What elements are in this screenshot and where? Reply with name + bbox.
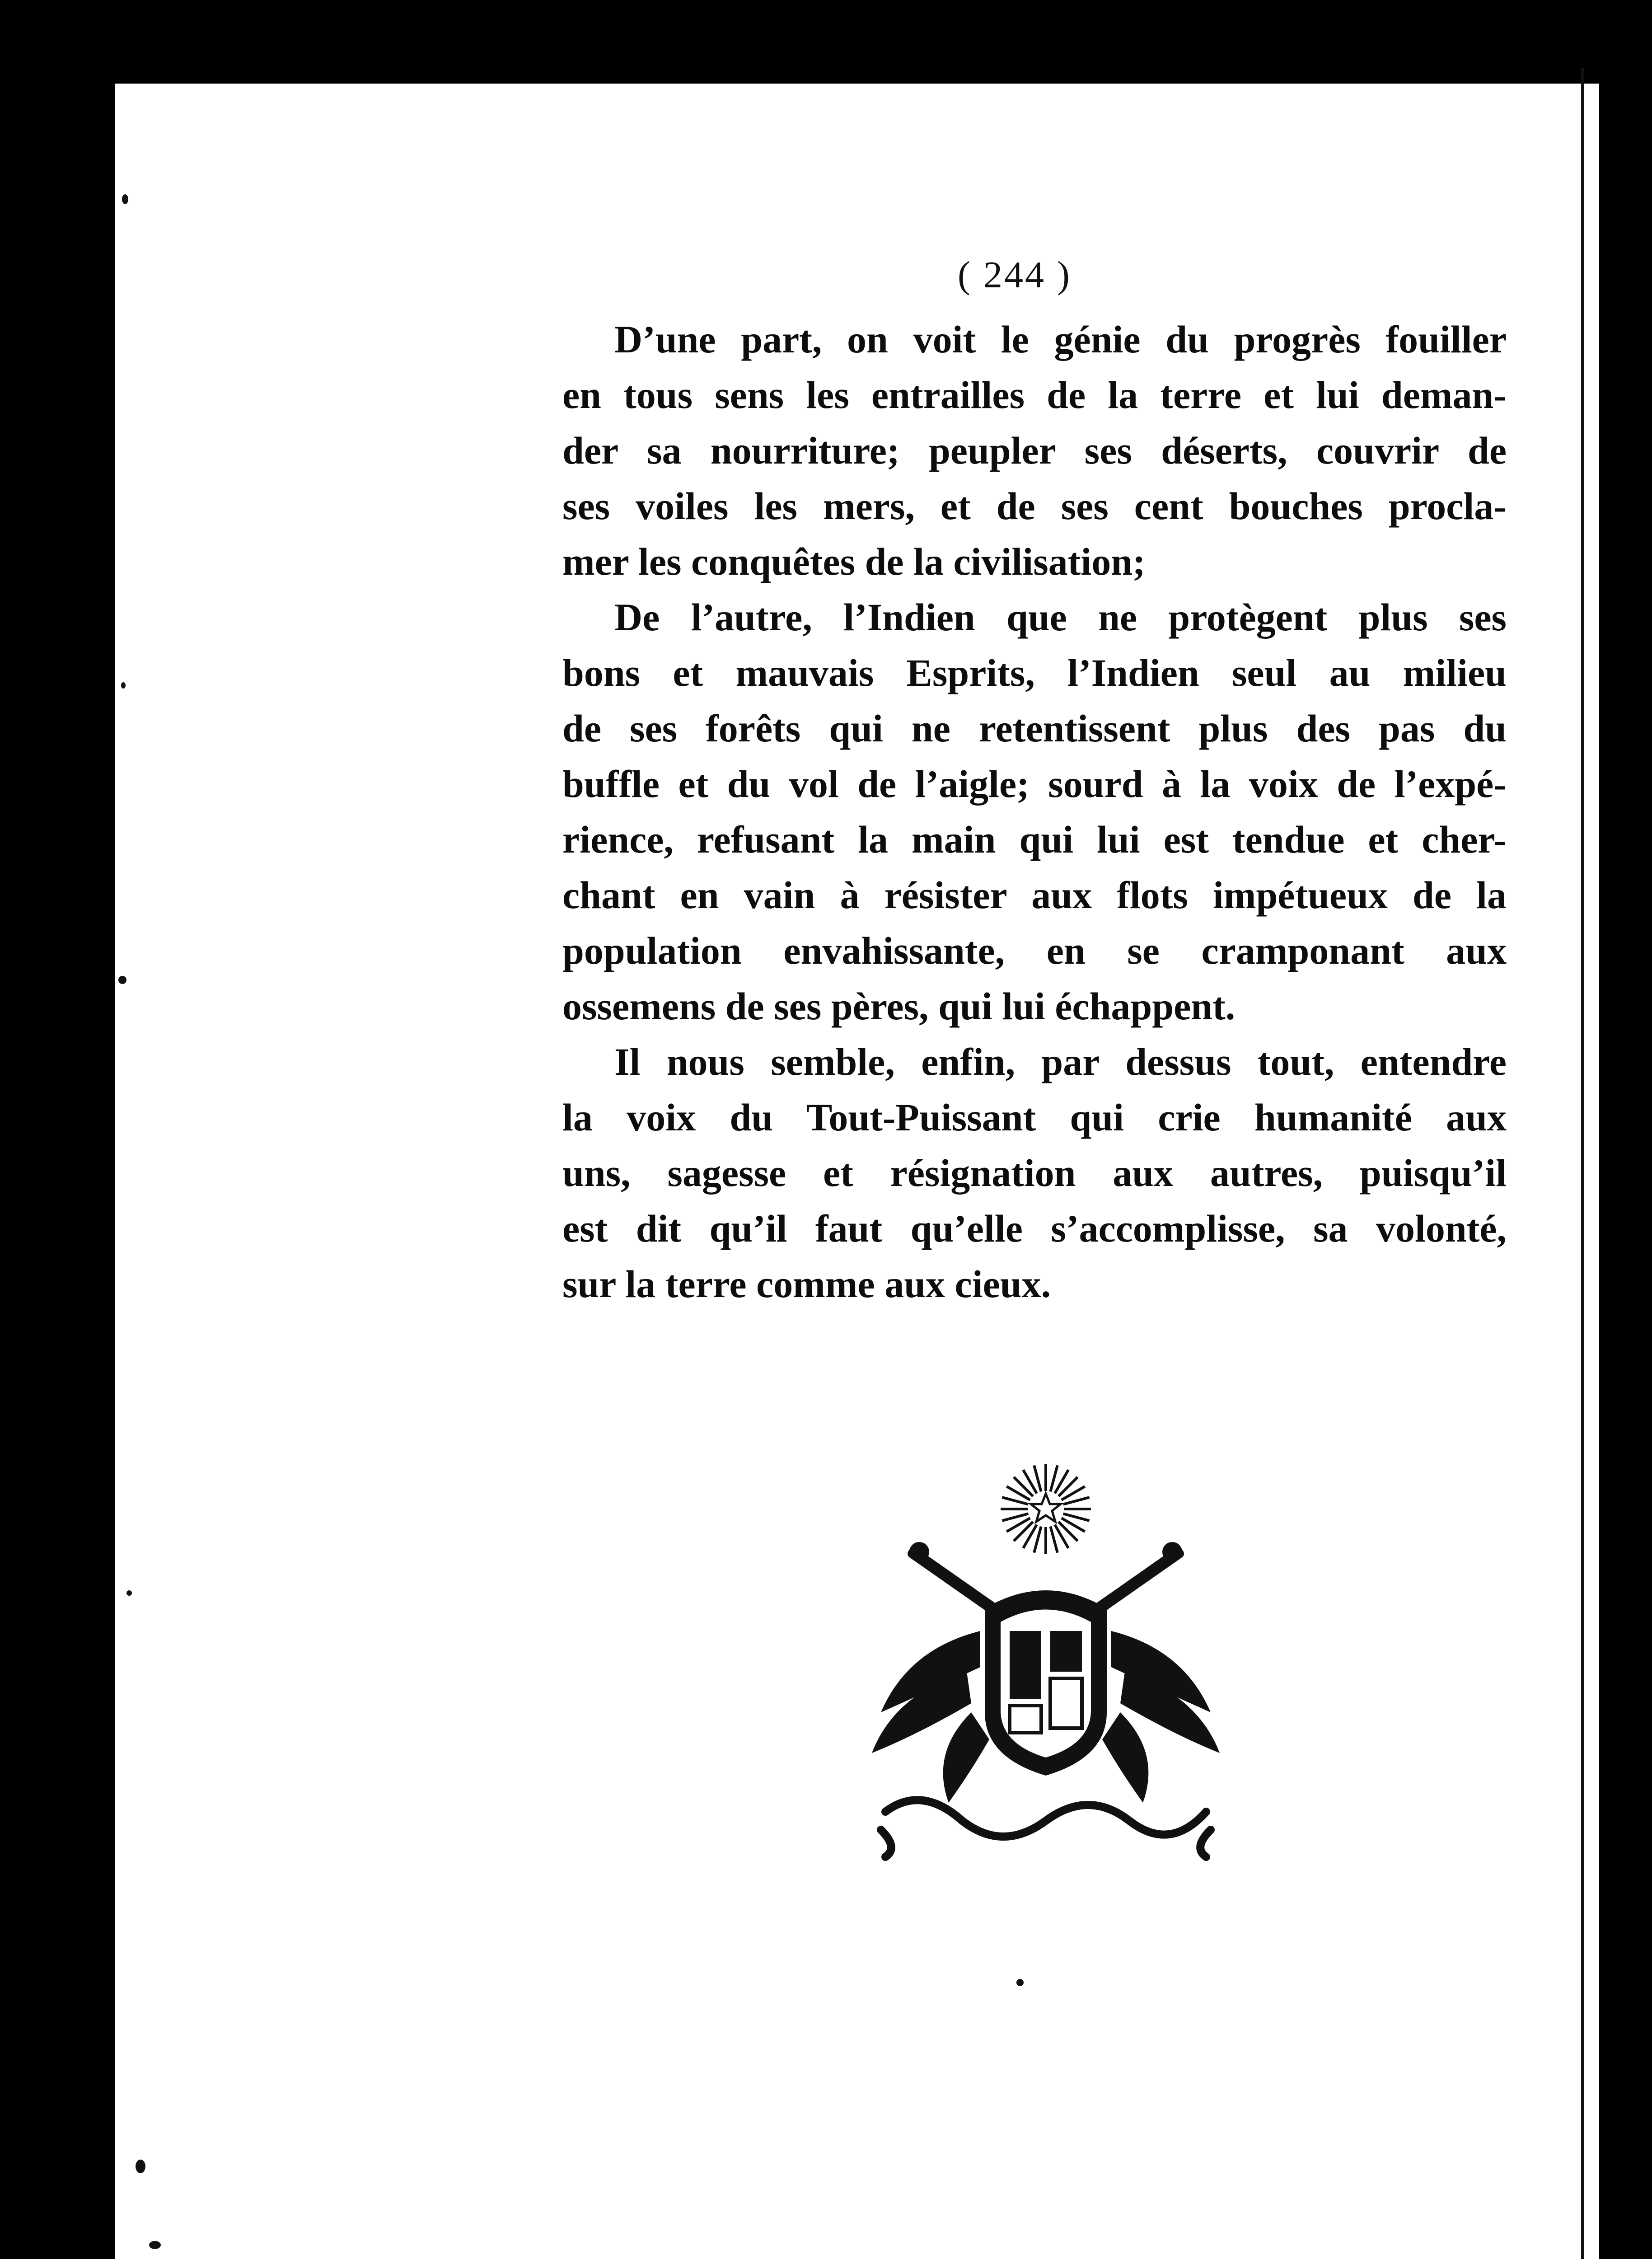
text-line: Il nous semble, enfin, par dessus tout, entendre <box>614 1040 1507 1083</box>
text-line: ossemens de ses pères, qui lui échappent. <box>562 984 1235 1028</box>
ink-speck <box>122 194 128 204</box>
ink-speck <box>149 2241 161 2249</box>
shield-icon <box>985 1590 1107 1776</box>
text-line: est dit qu’il faut qu’elle s’accomplisse, sa volonté, <box>562 1207 1507 1250</box>
text-line: population envahissante, en se cramponant aux <box>562 929 1507 972</box>
ink-speck <box>1016 1979 1024 1986</box>
ink-speck <box>136 2160 145 2173</box>
page-edge-shadow <box>1599 59 1624 2259</box>
ink-speck <box>126 1590 132 1596</box>
text-line: mer les conquêtes de la civilisation; <box>562 540 1146 583</box>
text-line: uns, sagesse et résignation aux autres, puisqu’il <box>562 1151 1507 1195</box>
coat-of-arms-vignette <box>854 1459 1238 1866</box>
page-fold-line <box>1581 68 1584 2259</box>
page-number: ( 244 ) <box>958 254 1072 296</box>
text-line: buffle et du vol de l’aigle; sourd à la voix de l’expé- <box>562 762 1507 806</box>
text-line: de ses forêts qui ne retentissent plus des pas du <box>562 707 1507 750</box>
ribbon-banner-icon <box>881 1800 1211 1857</box>
radiant-star-icon <box>1001 1464 1091 1554</box>
text-line: D’une part, on voit le génie du progrès fouiller <box>614 318 1507 361</box>
text-line: sur la terre comme aux cieux. <box>562 1262 1051 1306</box>
ink-speck <box>118 976 126 984</box>
text-line: der sa nourriture; peupler ses déserts, couvrir de <box>562 429 1507 472</box>
text-line: la voix du Tout-Puissant qui crie humanité aux <box>562 1096 1507 1139</box>
body-text <box>562 312 1507 1312</box>
text-line: chant en vain à résister aux flots impétueux de la <box>562 873 1507 917</box>
text-line: en tous sens les entrailles de la terre et lui deman- <box>562 373 1507 417</box>
ink-speck <box>121 682 126 689</box>
text-line: rience, refusant la main qui lui est tendue et cher- <box>562 818 1507 861</box>
text-line: ses voiles les mers, et de ses cent bouches procla- <box>562 484 1507 528</box>
text-line: bons et mauvais Esprits, l’Indien seul au milieu <box>562 651 1507 694</box>
text-line: De l’autre, l’Indien que ne protègent plus ses <box>614 595 1507 639</box>
